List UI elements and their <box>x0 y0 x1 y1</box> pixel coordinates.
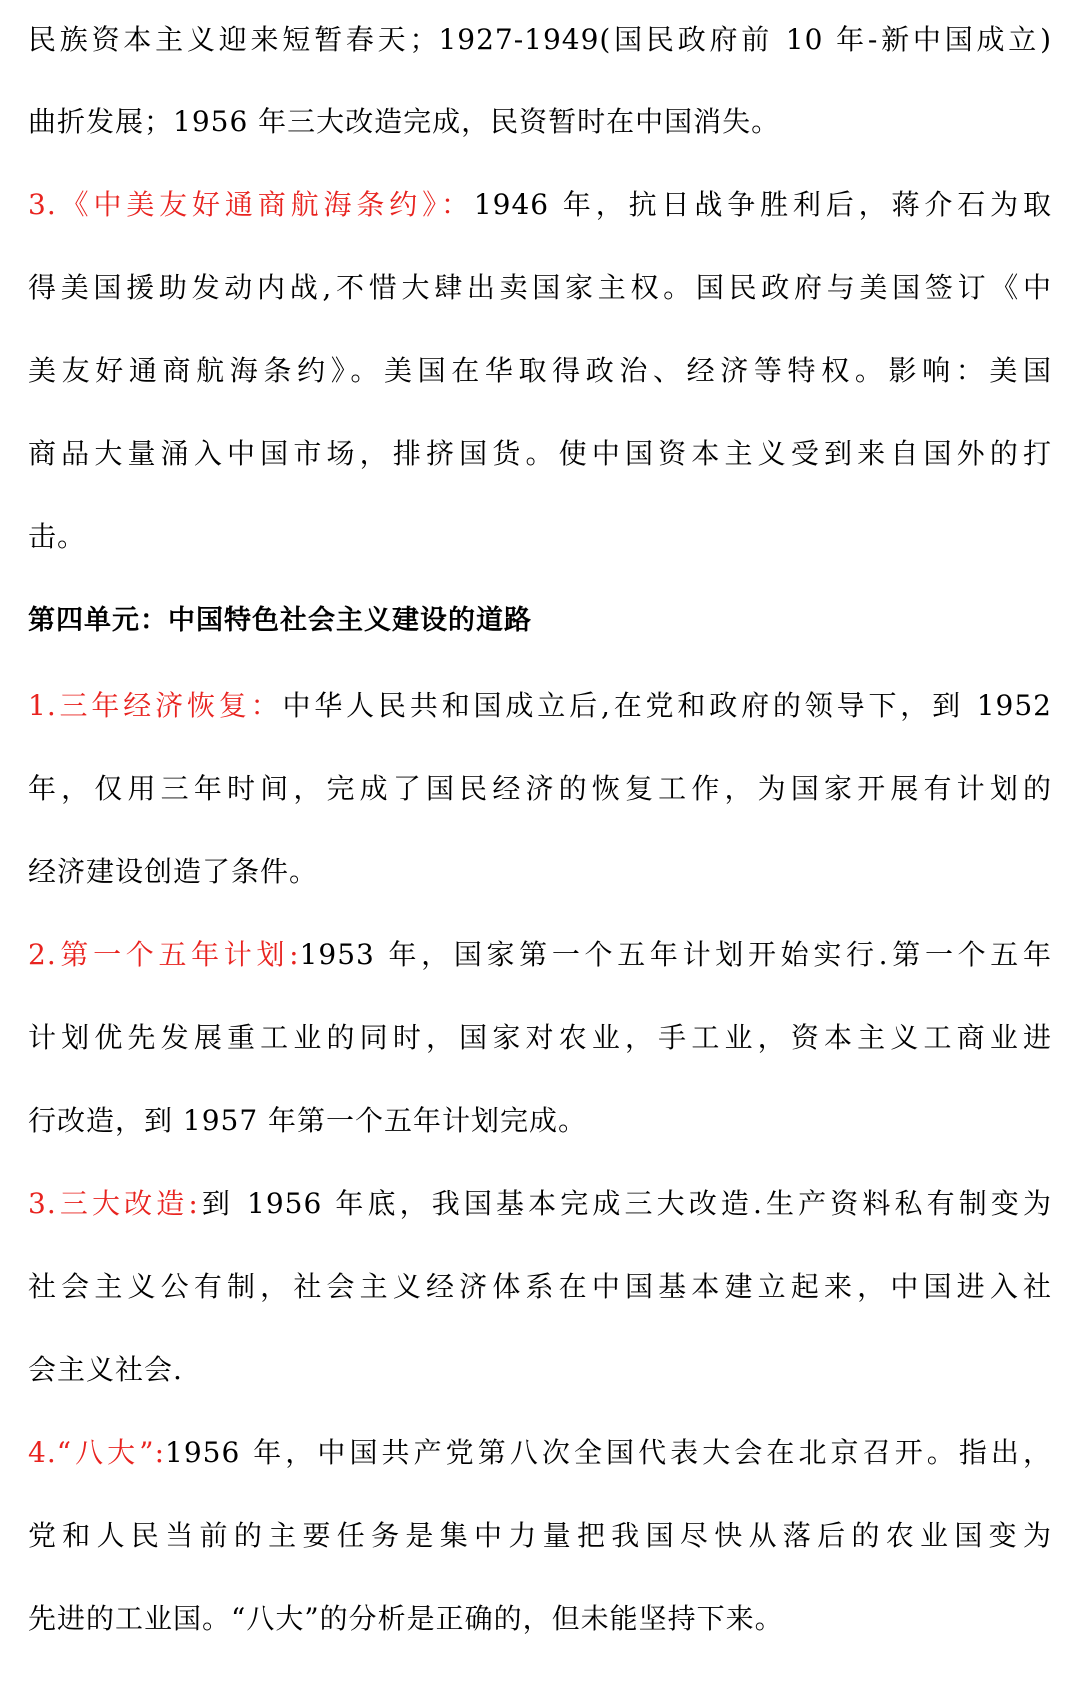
item3-line1-text: 到 1956 年底，我国基本完成三大改造.生产资料私有制变为 <box>198 1187 1052 1220</box>
para1-line1: 民族资本主义迎来短暂春天；1927-1949(国民政府前 10 年-新中国成立) <box>28 23 1052 56</box>
item1-line1 <box>28 664 1052 747</box>
item1-line2: 年，仅用三年时间，完成了国民经济的恢复工作，为国家开展有计划的 <box>28 772 1052 805</box>
item4-line1-text: 1956 年，中国共产党第八次全国代表大会在北京召开。指出， <box>165 1436 1052 1469</box>
para2-line3: 美友好通商航海条约》。美国在华取得政治、经济等特权。影响：美国 <box>28 354 1052 387</box>
item1-line1-text: 中华人民共和国成立后,在党和政府的领导下，到 1952 <box>282 689 1052 722</box>
item2-line1-text: 1953 年，国家第一个五年计划开始实行.第一个五年 <box>299 938 1052 971</box>
section-heading: 第四单元：中国特色社会主义建设的道路 <box>28 605 532 636</box>
item3-title: 3.三大改造: <box>28 1187 199 1220</box>
para2-title: 3.《中美友好通商航海条约》： <box>28 188 474 221</box>
item4-line2: 党和人民当前的主要任务是集中力量把我国尽快从落后的农业国变为 <box>28 1519 1052 1552</box>
para2-line2: 得美国援助发动内战,不惜大肆出卖国家主权。国民政府与美国签订《中 <box>28 271 1052 304</box>
item2-line1 <box>28 913 1052 996</box>
item2-line3: 行改造，到 1957 年第一个五年计划完成。 <box>28 1104 588 1137</box>
item3-line3: 会主义社会. <box>28 1353 183 1386</box>
item1-title: 1.三年经济恢复： <box>28 689 283 722</box>
para2-line5: 击。 <box>28 520 87 553</box>
item4-title: 4.“八大”: <box>28 1436 165 1469</box>
item4-line1 <box>28 1411 1052 1494</box>
item2-title: 2.第一个五年计划: <box>28 938 300 971</box>
para2-line4: 商品大量涌入中国市场，排挤国货。使中国资本主义受到来自国外的打 <box>28 437 1052 470</box>
item3-line1 <box>28 1162 1052 1245</box>
item1-line3: 经济建设创造了条件。 <box>28 855 319 888</box>
para1-line2: 曲折发展；1956 年三大改造完成，民资暂时在中国消失。 <box>28 105 781 138</box>
para2-line1 <box>28 163 1052 246</box>
item4-line3: 先进的工业国。“八大”的分析是正确的，但未能坚持下来。 <box>28 1602 784 1635</box>
item2-line2: 计划优先发展重工业的同时，国家对农业，手工业，资本主义工商业进 <box>28 1021 1052 1054</box>
item3-line2: 社会主义公有制，社会主义经济体系在中国基本建立起来，中国进入社 <box>28 1270 1052 1303</box>
para2-line1-text: 1946 年，抗日战争胜利后，蒋介石为取 <box>473 188 1052 221</box>
